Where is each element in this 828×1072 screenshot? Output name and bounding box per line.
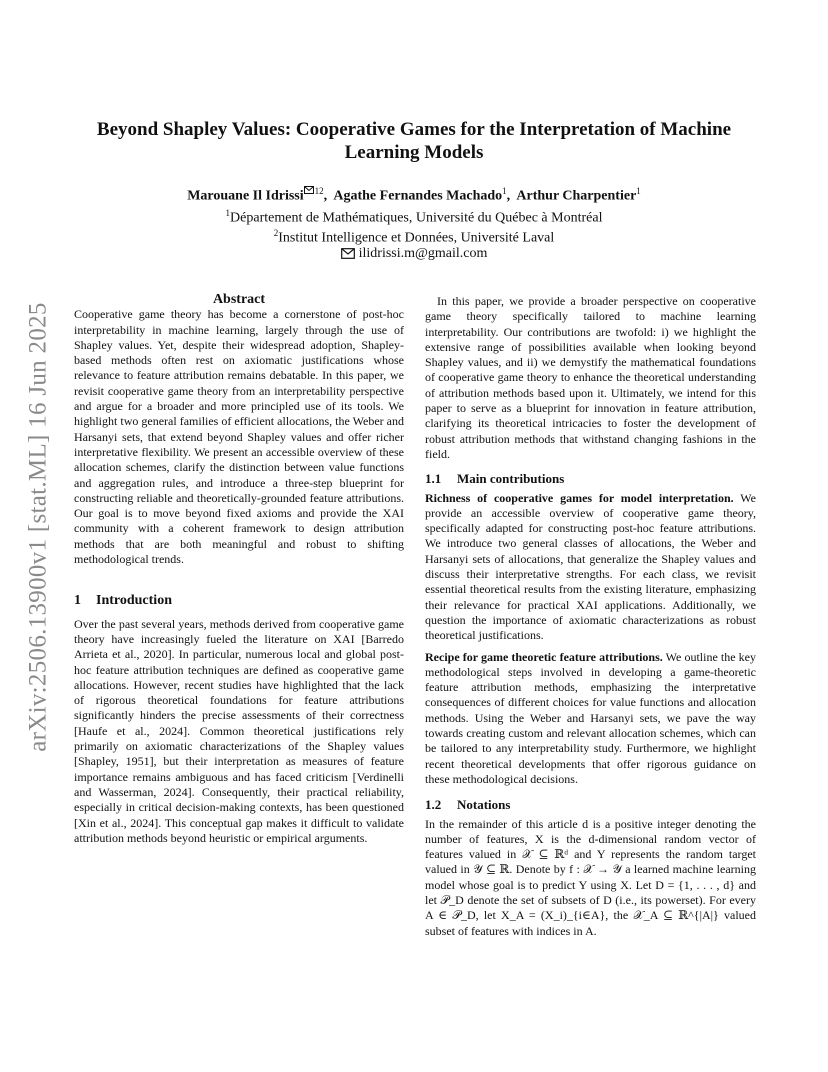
abstract-heading: Abstract bbox=[212, 292, 266, 307]
contribution-text: We provide an accessible overview of cooperative game theory, specifically adapted for constructing post-hoc feature attributions. We introduce two general classes of allocations, the Weber and Harsanyi sets of allocations, that generalize the Shapley values and discuss their interpretative strengths. For each class, we revisit essential theoretical results from the existing literature, emphasizing their relevance for practical XAI applications. Additionally, we question the importance of axiomatic characterizations as robust theoretical justifications. bbox=[425, 490, 756, 643]
email-marker-icon bbox=[304, 186, 314, 194]
affiliation-mark: 2 bbox=[273, 228, 279, 238]
paper-title: Beyond Shapley Values: Cooperative Games for the Interpretation of Machine Learning Models bbox=[96, 119, 732, 163]
author-mark: 1 bbox=[502, 186, 507, 196]
subsection-number: 1.1 bbox=[425, 471, 442, 487]
author-list: Marouane Il Idrissi $^{12}$, Agathe Fernandes Machado$^1$, Arthur Charpentier$^1$ bbox=[187, 186, 641, 204]
subsection-title: Main contributions bbox=[457, 471, 565, 487]
author-mark: 12 bbox=[314, 186, 324, 196]
contribution-text: We outline the key methodological steps involved in developing a game-theoretic feature attribution methods, emphasizing the interpretative consequences of different choices for value functions and allocation methods. Using the Weber and Harsanyi sets, we pave the way towards creating custom and relevant allocation schemes, which can be tailored to any interpretability study. Furthermore, we highlight recent theoretical developments that offer rigorous guidance on these methodological decisions. bbox=[425, 649, 756, 786]
affiliation-text: Département de Mathématiques, Université du Québec à Montréal bbox=[230, 210, 603, 226]
arxiv-side-stamp bbox=[22, 292, 56, 762]
subsection-number: 1.2 bbox=[425, 797, 442, 813]
author-marks bbox=[304, 186, 324, 196]
subsection-heading bbox=[425, 471, 756, 486]
affiliation-mark: 1 bbox=[225, 208, 231, 218]
affiliation-text: Institut Intelligence et Données, Université Laval bbox=[278, 230, 555, 246]
section-heading bbox=[74, 593, 404, 608]
subsection-title: Notations bbox=[457, 797, 511, 813]
left-column bbox=[74, 292, 404, 846]
section-number: 1 bbox=[74, 593, 81, 609]
contribution-lead: Richness of cooperative games for model interpretation. bbox=[425, 490, 734, 505]
author-name: Agathe Fernandes Machado bbox=[333, 188, 503, 204]
envelope-icon bbox=[341, 248, 355, 259]
intro-paragraph-continued: In this paper, we provide a broader perspective on cooperative game theory specifically tailored to machine learning interpretability. Our contributions are twofold: i) we highlight the extensive range of possibilities available when looking beyond Shapley values, and ii) we demystify the mathematical foundations of cooperative game theory to enhance the theoretical understanding of attribution methods based upon it. Ultimately, we intend for this paper to serve as a blueprint for innovation in feature attribution, clarifying its theoretical intricacies to foster the development of robust attribution methods that withstand changing fashions in the field. bbox=[425, 294, 756, 461]
author-mark: 1 bbox=[636, 186, 641, 196]
section-title: Introduction bbox=[96, 593, 172, 609]
contribution-lead: Recipe for game theoretic feature attributions. bbox=[425, 649, 663, 664]
contact-email bbox=[80, 245, 748, 263]
author-name: Marouane Il Idrissi bbox=[187, 188, 304, 204]
arxiv-identifier: arXiv:2506.13900v1 [stat.ML] 16 Jun 2025 bbox=[25, 302, 52, 752]
abstract-text: Cooperative game theory has become a cornerstone of post-hoc interpretability in machine learning, largely through the use of Shapley values. Yet, despite their widespread adoption, Shapley-based methods often rest on axiomatic justifications whose relevance to feature attribution remains debatable. In this paper, we revisit cooperative game theory from an interpretability perspective and argue for a broader and more principled use of its tools. We highlight two general families of efficient allocations, the Weber and Harsanyi sets, that extend beyond Shapley values and offer richer interpretative flexibility. We present an accessible overview of these allocation schemes, clarify the distinction between value functions and aggregation rules, and introduce a three-step blueprint for constructing reliable and theoretically-grounded feature attributions. Our goal is to move beyond fixed axioms and provide the XAI community with a coherent framework to design attribution methods that are both meaningful and robust to shifting methodological trends. bbox=[74, 307, 404, 567]
author-name: Arthur Charpentier bbox=[516, 188, 637, 204]
contribution-paragraph bbox=[425, 491, 756, 644]
contribution-paragraph bbox=[425, 650, 756, 788]
right-column bbox=[425, 294, 756, 939]
notations-paragraph: In the remainder of this article d is a positive integer denoting the number of features, X is the d-dimensional random vector of features valued in 𝒳 ⊆ ℝᵈ and Y represents the random target valued in 𝒴 ⊆ ℝ. Denote by f : 𝒳 → 𝒴 a learned machine learning model whose goal is to predict Y using X. Let D = {1, . . . , d} and let 𝒫_D denote the set of subsets of D (i.e., its powerset). For every A ∈ 𝒫_D, let X_A = (X_i)_{i∈A}, the 𝒳_A ⊆ ℝ^{|A|} valued subset of features with indices in A. bbox=[425, 816, 756, 938]
intro-paragraph: Over the past several years, methods derived from cooperative game theory have increasingly fueled the literature on XAI [Barredo Arrieta et al., 2020]. In particular, numerous local and global post-hoc feature attribution techniques are defined as cooperative game allocations. However, recent studies have highlighted that the lack of rigorous theoretical foundations for feature attributions significantly hinders the precise assessments of their correctness [Haufe et al., 2024]. Common theoretical justifications rely primarily on axiomatic characterizations of the Shapley values [Shapley, 1951], but their interpretation as measures of feature importance remains ambiguous and has faced criticism [Verdinelli and Wasserman, 2024]. Consequently, their practical reliability, especially in critical decision-making contexts, has been questioned [Xin et al., 2024]. This conceptual gap makes it difficult to validate attribution methods beyond heuristic or empirical arguments. bbox=[74, 616, 404, 845]
email-address: ilidrissi.m@gmail.com bbox=[358, 246, 488, 261]
subsection-heading bbox=[425, 797, 756, 812]
